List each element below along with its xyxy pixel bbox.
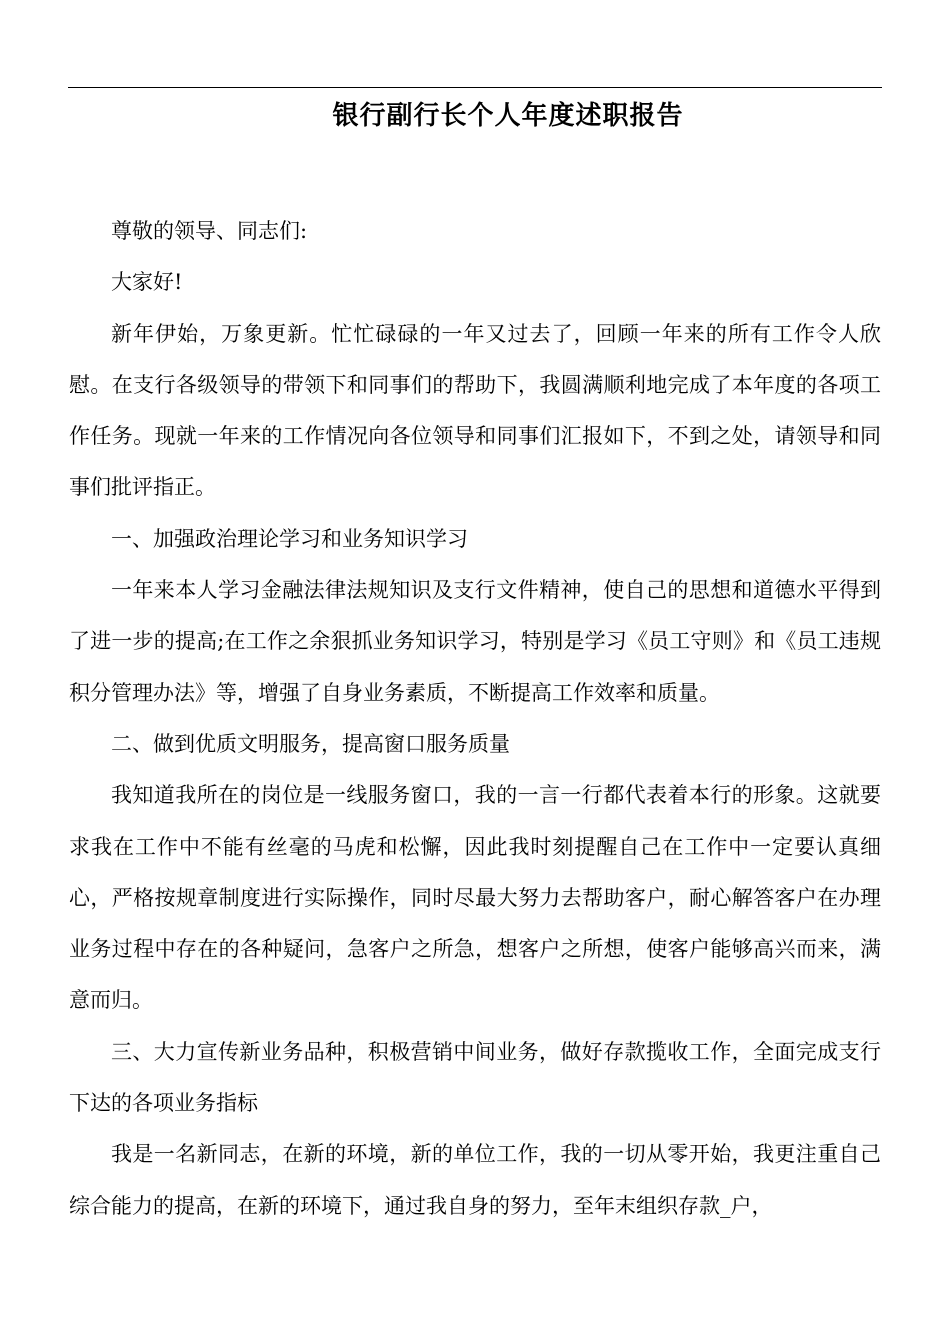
section-heading-3: 三、大力宣传新业务品种，积极营销中间业务，做好存款揽收工作，全面完成支行下达的各项业务指标 [69, 1039, 881, 1116]
document-title: 银行副行长个人年度述职报告 [332, 101, 684, 131]
greeting-paragraph: 尊敬的领导、同志们: [111, 219, 308, 243]
section-heading-2: 二、做到优质文明服务，提高窗口服务质量 [111, 731, 510, 756]
intro-paragraph: 新年伊始，万象更新。忙忙碌碌的一年又过去了，回顾一年来的所有工作令人欣慰。在支行各级领导的带领下和同事们的帮助下，我圆满顺利地完成了本年度的各项工作任务。现就一年来的工作情况向各位领导和同事们汇报如下，不到之处，请领导和同事们批评指正。 [69, 321, 881, 500]
document-body [69, 206, 881, 1232]
section-body-1: 一年来本人学习金融法律法规知识及支行文件精神，使自己的思想和道德水平得到了进一步的提高;在工作之余狠抓业务知识学习，特别是学习《员工守则》和《员工违规积分管理办法》等，增强了自身业务素质，不断提高工作效率和质量。 [69, 578, 881, 705]
section-body-2: 我知道我所在的岗位是一线服务窗口，我的一言一行都代表着本行的形象。这就要求我在工作中不能有丝毫的马虎和松懈，因此我时刻提醒自己在工作中一定要认真细心，严格按规章制度进行实际操作，同时尽最大努力去帮助客户，耐心解答客户在办理业务过程中存在的各种疑问，急客户之所急，想客户之所想，使客户能够高兴而来，满意而归。 [69, 783, 881, 1013]
section-body-3: 我是一名新同志，在新的环境，新的单位工作，我的一切从零开始，我更注重自己综合能力的提高，在新的环境下，通过我自身的努力，至年末组织存款_户， [69, 1142, 881, 1218]
header-rule [68, 87, 882, 88]
section-heading-1: 一、加强政治理论学习和业务知识学习 [111, 526, 468, 551]
hello-paragraph: 大家好! [111, 270, 183, 295]
